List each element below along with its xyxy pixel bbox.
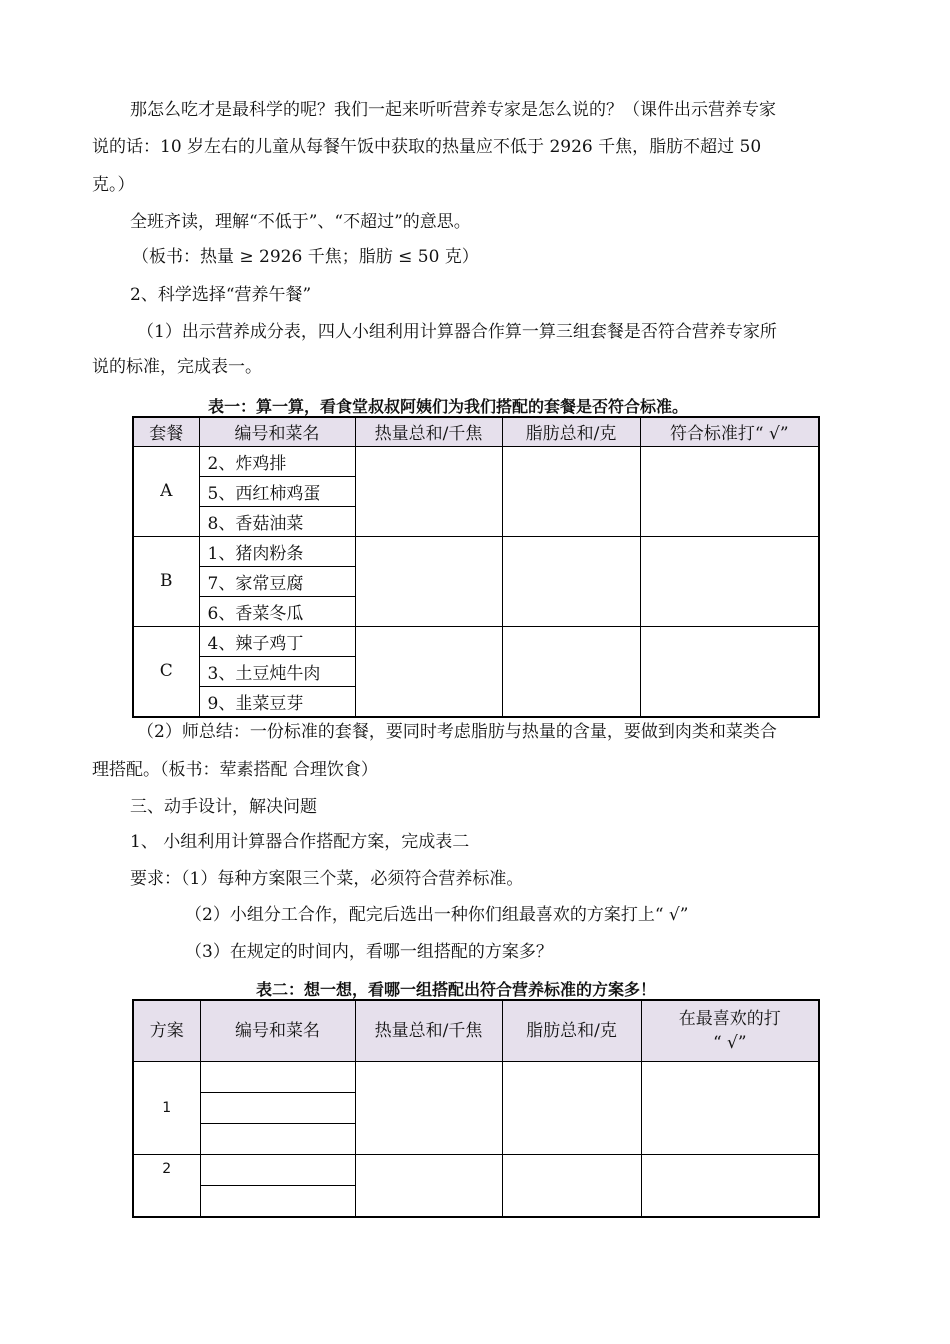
table1-header: 脂肪总和/克 (502, 417, 640, 446)
table1 (132, 416, 820, 718)
dish-input-cell[interactable] (200, 1155, 355, 1186)
dish-cell: 2、炸鸡排 (199, 446, 355, 476)
header-text: 在最喜欢的打 (678, 1009, 781, 1029)
dish-input-cell[interactable] (200, 1093, 355, 1124)
plan-number: 1 (133, 1062, 200, 1155)
heat-cell[interactable] (355, 1062, 502, 1155)
dish-cell: 3、土豆炖牛肉 (199, 656, 355, 686)
table2-caption: 表二：想一想，看哪一组搭配出符合营养标准的方案多！ (256, 980, 657, 999)
table2-header: 脂肪总和/克 (502, 1000, 641, 1062)
heat-cell[interactable] (355, 626, 502, 717)
set-label: A (133, 446, 199, 536)
paragraph-line: 全班齐读，理解“不低于”、“不超过”的意思。 (130, 212, 471, 232)
favorite-check-cell[interactable] (641, 1062, 819, 1155)
fat-cell[interactable] (502, 1062, 641, 1155)
heat-cell[interactable] (355, 1155, 502, 1218)
section-heading: 2、科学选择“营养午餐” (130, 285, 312, 305)
dish-cell: 8、香菇油菜 (199, 506, 355, 536)
paragraph-line: 1、 小组利用计算器合作搭配方案，完成表二 (130, 832, 470, 852)
table1-header: 符合标准打“ √” (640, 417, 819, 446)
fat-cell[interactable] (502, 536, 640, 626)
fat-cell[interactable] (502, 446, 640, 536)
fat-cell[interactable] (502, 1155, 641, 1218)
table1-header: 编号和菜名 (199, 417, 355, 446)
table2-header: 编号和菜名 (200, 1000, 355, 1062)
dish-input-cell[interactable] (200, 1062, 355, 1093)
heat-cell[interactable] (355, 446, 502, 536)
dish-cell: 4、辣子鸡丁 (199, 626, 355, 656)
set-label: B (133, 536, 199, 626)
dish-cell: 5、西红柿鸡蛋 (199, 476, 355, 506)
paragraph-line: 克。） (92, 175, 135, 195)
dish-cell: 6、香菜冬瓜 (199, 596, 355, 626)
dish-input-cell[interactable] (200, 1124, 355, 1155)
table2 (132, 999, 820, 1218)
section-heading: 三、动手设计，解决问题 (130, 797, 317, 817)
table1-header: 热量总和/千焦 (355, 417, 502, 446)
dish-input-cell[interactable] (200, 1186, 355, 1218)
check-cell[interactable] (640, 626, 819, 717)
favorite-check-cell[interactable] (641, 1155, 819, 1218)
paragraph-line: 理搭配。（板书：荤素搭配 合理饮食） (92, 760, 378, 780)
paragraph-line: 要求：（1）每种方案限三个菜，必须符合营养标准。 (130, 869, 524, 889)
paragraph-line: （1）出示营养成分表，四人小组利用计算器合作算一算三组套餐是否符合营养专家所 (137, 322, 777, 342)
set-label: C (133, 626, 199, 717)
paragraph-line: 那怎么吃才是最科学的呢？我们一起来听听营养专家是怎么说的？（课件出示营养专家 (130, 100, 776, 120)
dish-cell: 9、韭菜豆芽 (199, 686, 355, 717)
paragraph-line: 说的话：10 岁左右的儿童从每餐午饭中获取的热量应不低于 2926 千焦，脂肪不超过 50 (92, 137, 762, 157)
paragraph-line: （板书：热量 ≥ 2926 千焦；脂肪 ≤ 50 克） (132, 247, 479, 267)
header-text: “ √” (712, 1033, 747, 1053)
paragraph-line: 说的标准，完成表一。 (92, 357, 262, 377)
table2-header-last (641, 1000, 819, 1062)
table2-header: 方案 (133, 1000, 200, 1062)
dish-cell: 7、家常豆腐 (199, 566, 355, 596)
fat-cell[interactable] (502, 626, 640, 717)
table1-caption: 表一：算一算，看食堂叔叔阿姨们为我们搭配的套餐是否符合标准。 (208, 397, 689, 416)
check-cell[interactable] (640, 446, 819, 536)
table1-header: 套餐 (133, 417, 199, 446)
paragraph-line: （2）小组分工合作，配完后选出一种你们组最喜欢的方案打上“ √” (185, 905, 689, 925)
dish-cell: 1、猪肉粉条 (199, 536, 355, 566)
check-cell[interactable] (640, 536, 819, 626)
paragraph-line: （3）在规定的时间内，看哪一组搭配的方案多？ (185, 942, 553, 962)
table2-header: 热量总和/千焦 (355, 1000, 502, 1062)
plan-number: 2 (133, 1155, 200, 1218)
heat-cell[interactable] (355, 536, 502, 626)
paragraph-line: （2）师总结：一份标准的套餐，要同时考虑脂肪与热量的含量，要做到肉类和菜类合 (137, 722, 777, 742)
